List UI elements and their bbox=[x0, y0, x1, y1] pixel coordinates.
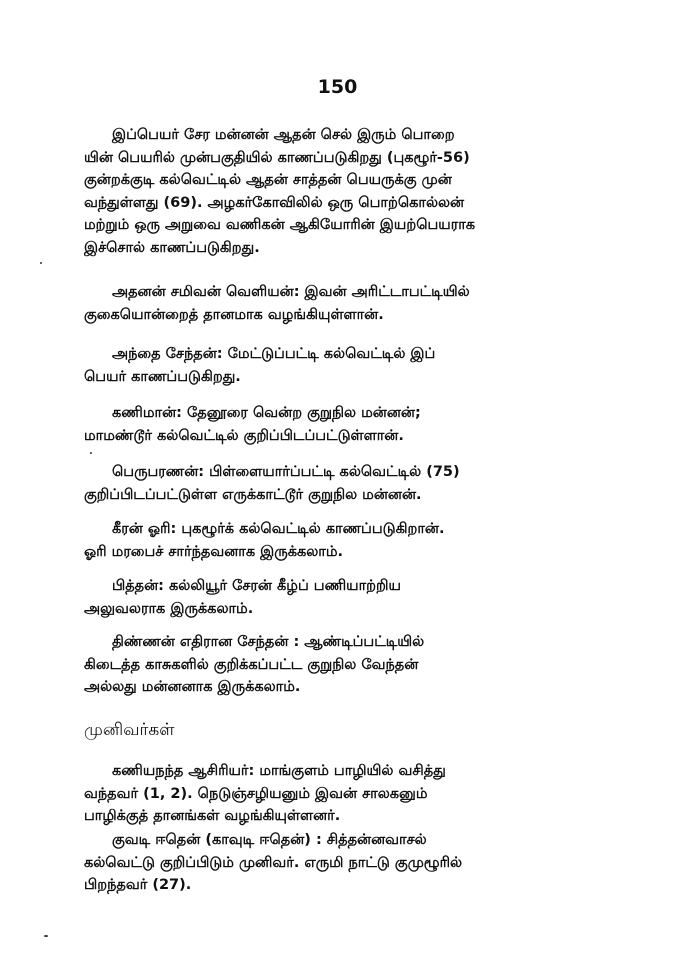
text-line: மாமண்டூர் கல்வெட்டில் குறிப்பிடப்பட்டுள்ளான். bbox=[84, 427, 404, 444]
text-line: குறிப்பிடப்பட்டுள்ள எருக்காட்டூர் குறுநில மன்னன். bbox=[84, 486, 422, 503]
paragraph-thinnan bbox=[84, 631, 614, 699]
paragraph-kaniyanantha bbox=[84, 760, 614, 828]
scan-speck bbox=[90, 452, 92, 454]
text-line: பித்தன்: கல்லியூர் சேரன் கீழ்ப் பணியாற்றிய bbox=[112, 578, 401, 594]
text-line: திண்ணன் எதிரான சேந்தன் : ஆண்டிப்பட்டியில் bbox=[112, 634, 425, 650]
paragraph-piththan bbox=[84, 575, 614, 620]
paragraph-perubaranan bbox=[84, 461, 614, 506]
text-line: ஓரி மரபைச் சார்ந்தவனாக இருக்கலாம். bbox=[84, 543, 344, 560]
text-line: கணிமான்: தேனூரை வென்ற குறுநில மன்னன்; bbox=[112, 405, 421, 421]
page-number: 150 bbox=[317, 76, 358, 98]
paragraph-kanimaan bbox=[84, 402, 614, 447]
scan-speck bbox=[44, 935, 48, 937]
text-line: பாழிக்குத் தானங்கள் வழங்கியுள்ளனர். bbox=[84, 808, 341, 824]
text-line: வந்தவர் (1, 2). நெடுஞ்சழியனும் இவன் சாலகனும் bbox=[84, 785, 428, 802]
text-line: அதனன் சமிவன் வெளியன்: இவன் அரிட்டாபட்டியில் bbox=[112, 284, 470, 300]
paragraph-athanan bbox=[84, 281, 614, 326]
text-line: குகையொன்றைத் தானமாக வழங்கியுள்ளான். bbox=[84, 306, 384, 323]
text-line: கணியநந்த ஆசிரியர்: மாங்குளம் பாழியில் வசித்து bbox=[112, 763, 446, 779]
text-line: கிடைத்த காசுகளில் குறிக்கப்பட்ட குறுநில வேந்தன் bbox=[84, 656, 419, 673]
text-line: மற்றும் ஒரு அறுவை வணிகன் ஆகியோரின் இயற்பெயராக bbox=[84, 217, 476, 233]
section-heading: முனிவர்கள் bbox=[84, 720, 175, 740]
paragraph-anthai bbox=[84, 343, 614, 388]
text-line: பிறந்தவர் (27). bbox=[84, 877, 192, 893]
scan-speck bbox=[40, 262, 42, 264]
text-line: இச்சொல் காணப்படுகிறது. bbox=[84, 239, 260, 256]
paragraph-keeran-ori bbox=[84, 518, 614, 563]
text-line: யின் பெயரில் முன்பகுதியில் காணப்படுகிறது (புகழூர்-56) bbox=[84, 149, 470, 166]
text-line: அலுவலராக இருக்கலாம். bbox=[84, 600, 254, 617]
text-line: குன்றக்குடி கல்வெட்டில் ஆதன் சாத்தன் பெயருக்கு முன் bbox=[84, 172, 452, 188]
text-line: இப்பெயர் சேர மன்னன் ஆதன் செல் இரும் பொறை bbox=[112, 127, 455, 143]
paragraph-kuvadi bbox=[84, 829, 614, 897]
text-line: கல்வெட்டு குறிப்பிடும் முனிவர். எருமி நாட்டு குமுழூரில் bbox=[84, 854, 463, 871]
text-line: அந்தை சேந்தன்: மேட்டுப்பட்டி கல்வெட்டில் இப் bbox=[112, 346, 436, 362]
text-line: அல்லது மன்னனாக இருக்கலாம். bbox=[84, 679, 301, 695]
text-line: வந்துள்ளது (69). அழகர்கோவிலில் ஒரு பொற்கொல்லன் bbox=[84, 194, 465, 211]
text-line: கீரன் ஓரி: புகழூர்க் கல்வெட்டில் காணப்படுகிறான். bbox=[112, 521, 445, 537]
text-line: பெயர் காணப்படுகிறது. bbox=[84, 368, 241, 385]
text-line: பெருபரணன்: பிள்ளையார்ப்பட்டி கல்வெட்டில் (75) bbox=[112, 464, 460, 480]
paragraph-cheral-name bbox=[84, 124, 614, 259]
text-line: குவடி ஈதென் (காவுடி ஈதென்) : சித்தன்னவாசல் bbox=[112, 832, 427, 848]
